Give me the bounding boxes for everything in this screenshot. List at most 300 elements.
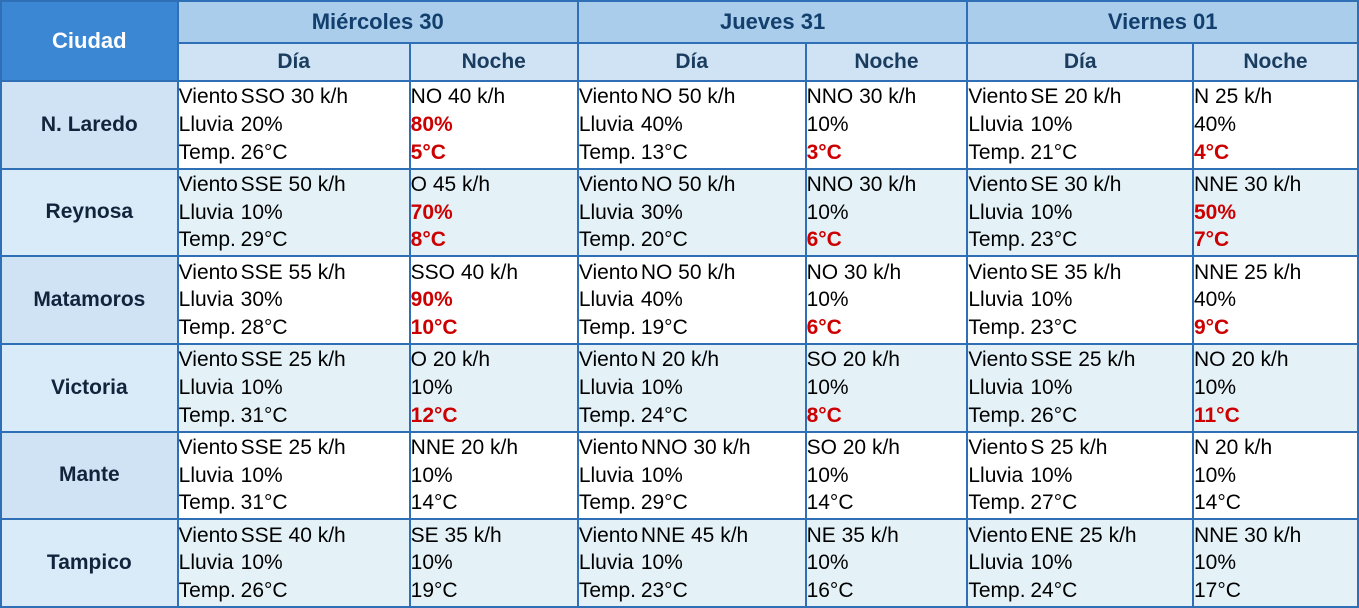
rain-value-label: Lluvia [578, 463, 634, 487]
forecast-cell [578, 256, 806, 344]
rain-text: 10% [806, 288, 849, 312]
temp-text: 4°C [1193, 140, 1230, 164]
rain-text: 10% [806, 551, 849, 575]
temp-value [411, 577, 577, 605]
temp-value-label: Temp. [578, 316, 637, 339]
forecast-cell [410, 519, 578, 607]
rain-value [807, 286, 967, 314]
rain-value [1194, 111, 1357, 139]
wind-value [807, 346, 967, 374]
rain-value [579, 374, 805, 402]
wind-text: SSO 30 k/h [240, 85, 349, 109]
temp-text: 7°C [1193, 228, 1230, 252]
rain-value [579, 286, 805, 314]
rain-value [1194, 286, 1357, 314]
rain-value-label: Lluvia [578, 112, 634, 136]
temp-value [807, 139, 967, 167]
rain-value [179, 199, 409, 227]
wind-text: SSE 55 k/h [240, 260, 346, 284]
rain-text: 40% [640, 112, 683, 136]
temp-value [807, 402, 967, 430]
rain-value [807, 374, 967, 402]
rain-value [179, 374, 409, 402]
wind-value [179, 346, 409, 374]
temp-value-label: Temp. [578, 228, 637, 252]
rain-text: 10% [1030, 463, 1073, 487]
wind-text: NO 50 k/h [640, 260, 736, 284]
temp-value [968, 139, 1192, 167]
wind-value [411, 346, 577, 374]
wind-text: S 25 k/h [1030, 435, 1108, 459]
rain-value [579, 111, 805, 139]
wind-value [1194, 434, 1357, 462]
forecast-cell [178, 256, 410, 344]
temp-text: 19°C [410, 579, 458, 602]
wind-value-label: Viento [578, 435, 638, 459]
rain-text: 10% [1193, 463, 1237, 487]
wind-value [179, 434, 409, 462]
temp-value [1194, 489, 1357, 517]
temp-text: 26°C [240, 579, 288, 602]
forecast-cell [1193, 432, 1358, 520]
temp-value-label: Temp. [178, 403, 236, 427]
wind-text: NNO 30 k/h [806, 172, 917, 196]
rain-value [968, 199, 1192, 227]
wind-value [807, 434, 967, 462]
wind-text: NE 35 k/h [806, 523, 899, 547]
wind-text: N 20 k/h [1193, 435, 1273, 459]
temp-value-label: Temp. [578, 579, 637, 602]
rain-text: 10% [1030, 200, 1073, 224]
forecast-cell [578, 432, 806, 520]
rain-text: 80% [410, 112, 453, 136]
temp-text: 11°C [1193, 403, 1240, 427]
rain-value-label: Lluvia [178, 463, 234, 487]
wind-value [1194, 83, 1357, 111]
temp-value-label: Temp. [968, 140, 1026, 164]
wind-value [411, 83, 577, 111]
wind-text: NNE 25 k/h [1193, 260, 1302, 284]
wind-value [807, 83, 967, 111]
wind-value [1194, 346, 1357, 374]
wind-value-label: Viento [968, 435, 1028, 459]
temp-value [579, 226, 805, 254]
temp-text: 9°C [1193, 316, 1230, 339]
rain-value [807, 462, 967, 490]
wind-value [968, 434, 1192, 462]
wind-value-label: Viento [578, 348, 638, 372]
temp-text: 14°C [806, 491, 854, 515]
rain-text: 30% [640, 200, 683, 224]
temp-value-label: Temp. [578, 491, 637, 515]
rain-text: 90% [410, 288, 453, 312]
rain-value [179, 549, 409, 577]
temp-value [179, 314, 409, 342]
temp-text: 24°C [1030, 579, 1078, 602]
temp-text: 10°C [410, 316, 458, 339]
rain-value [179, 286, 409, 314]
forecast-cell [806, 256, 968, 344]
rain-value [579, 549, 805, 577]
header-day-2-dia: Día [967, 43, 1193, 81]
header-day-0: Miércoles 30 [178, 1, 578, 43]
temp-value [807, 226, 967, 254]
temp-text: 26°C [1030, 403, 1078, 427]
rain-text: 10% [640, 375, 683, 399]
wind-value-label: Viento [968, 172, 1028, 196]
wind-text: N 20 k/h [640, 348, 720, 372]
forecast-cell [410, 344, 578, 432]
wind-value [579, 346, 805, 374]
header-city: Ciudad [1, 1, 178, 81]
rain-value [1194, 549, 1357, 577]
forecast-cell [967, 344, 1193, 432]
wind-value [968, 346, 1192, 374]
rain-value-label: Lluvia [968, 375, 1024, 399]
rain-value [807, 111, 967, 139]
temp-value [411, 226, 577, 254]
temp-value [968, 402, 1192, 430]
temp-text: 27°C [1030, 491, 1078, 515]
rain-value [411, 462, 577, 490]
forecast-cell [806, 344, 968, 432]
rain-value [179, 111, 409, 139]
table-header [1, 1, 1358, 81]
wind-text: SE 20 k/h [1030, 85, 1122, 109]
wind-value-label: Viento [968, 260, 1028, 284]
temp-text: 14°C [1193, 491, 1241, 515]
wind-text: SSE 25 k/h [240, 348, 346, 372]
rain-value [579, 199, 805, 227]
wind-value-label: Viento [578, 260, 638, 284]
rain-text: 10% [410, 375, 453, 399]
temp-value-label: Temp. [578, 140, 637, 164]
rain-text: 20% [240, 112, 283, 136]
rain-text: 10% [806, 463, 849, 487]
wind-value-label: Viento [178, 260, 238, 284]
temp-text: 23°C [640, 579, 688, 602]
temp-value-label: Temp. [968, 579, 1026, 602]
wind-text: SO 20 k/h [806, 348, 900, 372]
wind-text: NO 30 k/h [806, 260, 902, 284]
rain-value [579, 462, 805, 490]
wind-value [807, 171, 967, 199]
wind-value [1194, 259, 1357, 287]
rain-value [179, 462, 409, 490]
rain-text: 10% [1030, 375, 1073, 399]
rain-text: 10% [1030, 551, 1073, 575]
forecast-cell [806, 519, 968, 607]
rain-text: 30% [240, 288, 283, 312]
temp-value [579, 314, 805, 342]
table-row [1, 344, 1358, 432]
forecast-cell [1193, 344, 1358, 432]
rain-value-label: Lluvia [578, 375, 634, 399]
rain-text: 10% [1030, 112, 1073, 136]
wind-value-label: Viento [968, 85, 1028, 109]
temp-value-label: Temp. [178, 579, 236, 602]
temp-text: 3°C [806, 140, 842, 164]
rain-value-label: Lluvia [968, 200, 1024, 224]
wind-text: NO 50 k/h [640, 85, 736, 109]
header-day-1-noche: Noche [806, 43, 968, 81]
city-name: Mante [1, 432, 178, 520]
wind-text: SSE 40 k/h [240, 523, 346, 547]
wind-text: NNE 20 k/h [410, 435, 519, 459]
rain-text: 10% [240, 200, 283, 224]
rain-value [968, 462, 1192, 490]
temp-value [179, 577, 409, 605]
temp-value [968, 314, 1192, 342]
city-name: N. Laredo [1, 81, 178, 169]
rain-text: 10% [640, 551, 683, 575]
wind-text: NNO 30 k/h [806, 85, 917, 109]
wind-value [579, 434, 805, 462]
forecast-cell [967, 169, 1193, 257]
wind-value [968, 522, 1192, 550]
rain-value-label: Lluvia [578, 551, 634, 575]
table-row [1, 81, 1358, 169]
temp-text: 17°C [1193, 579, 1241, 602]
temp-value [579, 402, 805, 430]
temp-value-label: Temp. [968, 403, 1026, 427]
header-day-0-noche: Noche [410, 43, 578, 81]
rain-text: 10% [806, 375, 849, 399]
city-name: Victoria [1, 344, 178, 432]
rain-value [411, 549, 577, 577]
temp-text: 28°C [240, 316, 288, 339]
wind-value [179, 259, 409, 287]
wind-text: SSO 40 k/h [410, 260, 519, 284]
forecast-cell [1193, 256, 1358, 344]
temp-value-label: Temp. [178, 491, 236, 515]
temp-value [179, 226, 409, 254]
rain-value [968, 111, 1192, 139]
rain-value-label: Lluvia [968, 463, 1024, 487]
forecast-cell [578, 169, 806, 257]
rain-value [1194, 199, 1357, 227]
rain-value-label: Lluvia [178, 288, 234, 312]
forecast-cell [178, 81, 410, 169]
wind-text: SO 20 k/h [806, 435, 900, 459]
temp-text: 16°C [806, 579, 854, 602]
forecast-cell [410, 256, 578, 344]
header-day-1: Jueves 31 [578, 1, 968, 43]
wind-value [579, 522, 805, 550]
wind-value [179, 83, 409, 111]
rain-text: 50% [1193, 200, 1237, 224]
wind-value [807, 522, 967, 550]
forecast-cell [967, 256, 1193, 344]
rain-value-label: Lluvia [578, 288, 634, 312]
rain-text: 10% [1193, 375, 1237, 399]
forecast-cell [178, 432, 410, 520]
forecast-cell [806, 169, 968, 257]
city-name: Reynosa [1, 169, 178, 257]
rain-text: 40% [1193, 112, 1237, 136]
temp-value-label: Temp. [178, 140, 236, 164]
wind-text: NNO 30 k/h [640, 435, 751, 459]
wind-text: NNE 45 k/h [640, 523, 749, 547]
rain-value-label: Lluvia [178, 551, 234, 575]
temp-text: 19°C [640, 316, 688, 339]
city-name: Matamoros [1, 256, 178, 344]
forecast-cell [967, 519, 1193, 607]
temp-value [579, 577, 805, 605]
rain-value [1194, 374, 1357, 402]
wind-text: SE 35 k/h [410, 523, 502, 547]
temp-value [807, 314, 967, 342]
temp-text: 31°C [240, 403, 288, 427]
forecast-cell [410, 432, 578, 520]
header-day-1-dia: Día [578, 43, 806, 81]
wind-value [579, 83, 805, 111]
forecast-cell [178, 519, 410, 607]
wind-value-label: Viento [178, 523, 238, 547]
rain-value [968, 549, 1192, 577]
rain-text: 10% [240, 551, 283, 575]
wind-text: NNE 30 k/h [1193, 172, 1302, 196]
temp-value [807, 577, 967, 605]
table-body [1, 81, 1358, 607]
wind-value [179, 171, 409, 199]
rain-text: 10% [410, 463, 453, 487]
temp-text: 29°C [240, 228, 288, 252]
temp-text: 31°C [240, 491, 288, 515]
temp-value [968, 577, 1192, 605]
rain-value [411, 199, 577, 227]
forecast-cell [806, 432, 968, 520]
table-row [1, 169, 1358, 257]
rain-value-label: Lluvia [178, 112, 234, 136]
header-day-2: Viernes 01 [967, 1, 1358, 43]
temp-value [1194, 577, 1357, 605]
wind-text: SSE 25 k/h [1030, 348, 1136, 372]
forecast-cell [578, 519, 806, 607]
temp-value-label: Temp. [578, 403, 637, 427]
header-row-periods [1, 43, 1358, 81]
forecast-cell [1193, 81, 1358, 169]
rain-value-label: Lluvia [968, 112, 1024, 136]
wind-value-label: Viento [178, 348, 238, 372]
forecast-cell [967, 81, 1193, 169]
wind-value-label: Viento [178, 172, 238, 196]
rain-value-label: Lluvia [968, 288, 1024, 312]
temp-value [411, 139, 577, 167]
temp-value [579, 139, 805, 167]
rain-value [411, 286, 577, 314]
header-row-days [1, 1, 1358, 43]
table-row [1, 256, 1358, 344]
wind-value-label: Viento [968, 523, 1028, 547]
wind-value [968, 259, 1192, 287]
rain-value [807, 199, 967, 227]
wind-value [968, 171, 1192, 199]
wind-value-label: Viento [178, 85, 238, 109]
temp-value [579, 489, 805, 517]
forecast-cell [178, 169, 410, 257]
temp-text: 24°C [640, 403, 688, 427]
city-name: Tampico [1, 519, 178, 607]
wind-text: ENE 25 k/h [1030, 523, 1137, 547]
rain-text: 10% [240, 375, 283, 399]
forecast-cell [578, 344, 806, 432]
rain-text: 10% [806, 200, 849, 224]
table-row [1, 432, 1358, 520]
temp-text: 8°C [806, 403, 842, 427]
temp-value-label: Temp. [178, 316, 236, 339]
forecast-cell [410, 169, 578, 257]
temp-text: 20°C [640, 228, 688, 252]
wind-text: N 25 k/h [1193, 85, 1273, 109]
wind-value [807, 259, 967, 287]
temp-value [179, 489, 409, 517]
rain-text: 40% [1193, 288, 1237, 312]
rain-value-label: Lluvia [578, 200, 634, 224]
temp-text: 8°C [410, 228, 446, 252]
rain-value [807, 549, 967, 577]
wind-value-label: Viento [968, 348, 1028, 372]
temp-text: 6°C [806, 228, 842, 252]
wind-text: NO 50 k/h [640, 172, 736, 196]
temp-text: 23°C [1030, 228, 1078, 252]
wind-value [411, 522, 577, 550]
forecast-cell [1193, 519, 1358, 607]
rain-value [411, 374, 577, 402]
forecast-cell [806, 81, 968, 169]
rain-text: 40% [640, 288, 683, 312]
temp-text: 23°C [1030, 316, 1078, 339]
temp-text: 21°C [1030, 140, 1078, 164]
temp-value [1194, 314, 1357, 342]
temp-value [968, 226, 1192, 254]
temp-value [411, 314, 577, 342]
wind-value [411, 259, 577, 287]
wind-value [968, 83, 1192, 111]
wind-value-label: Viento [578, 523, 638, 547]
wind-text: SE 35 k/h [1030, 260, 1122, 284]
wind-text: O 45 k/h [410, 172, 491, 196]
wind-text: SSE 50 k/h [240, 172, 346, 196]
rain-text: 10% [806, 112, 849, 136]
temp-value [179, 402, 409, 430]
wind-value [579, 171, 805, 199]
forecast-cell [178, 344, 410, 432]
wind-text: NO 20 k/h [1193, 348, 1289, 372]
wind-value [1194, 522, 1357, 550]
wind-value-label: Viento [578, 172, 638, 196]
forecast-cell [410, 81, 578, 169]
wind-value [179, 522, 409, 550]
rain-text: 10% [640, 463, 683, 487]
wind-text: O 20 k/h [410, 348, 491, 372]
rain-value [1194, 462, 1357, 490]
wind-value [579, 259, 805, 287]
wind-value-label: Viento [178, 435, 238, 459]
rain-text: 10% [1030, 288, 1073, 312]
temp-value-label: Temp. [968, 491, 1026, 515]
wind-value [411, 434, 577, 462]
temp-value-label: Temp. [968, 228, 1026, 252]
wind-value [1194, 171, 1357, 199]
wind-text: NO 40 k/h [410, 85, 506, 109]
rain-text: 70% [410, 200, 453, 224]
wind-value-label: Viento [578, 85, 638, 109]
forecast-cell [967, 432, 1193, 520]
header-day-0-dia: Día [178, 43, 410, 81]
temp-text: 5°C [410, 140, 446, 164]
wind-text: SE 30 k/h [1030, 172, 1122, 196]
